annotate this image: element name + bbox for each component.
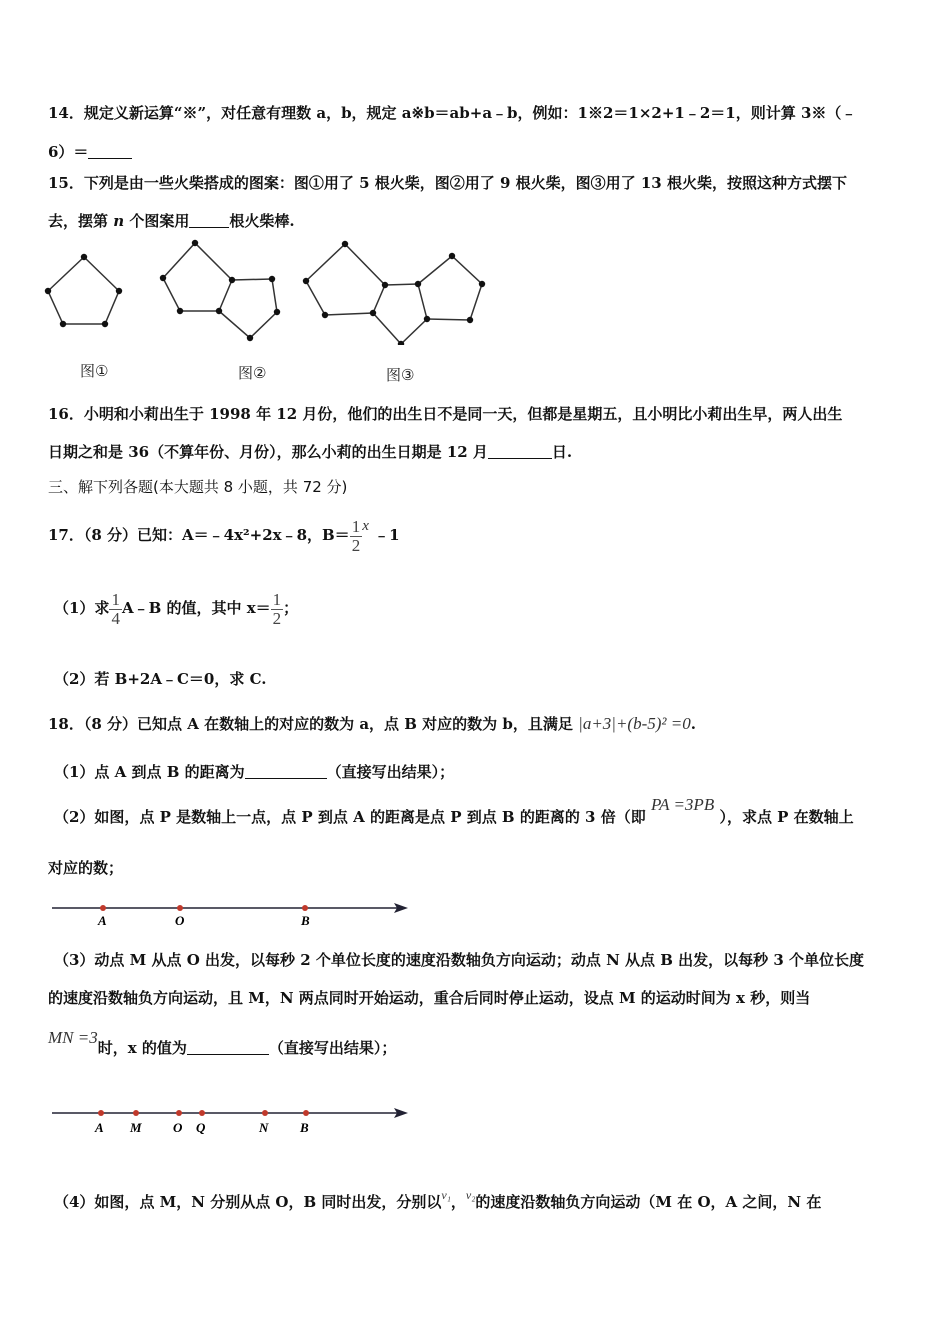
q15-line2-a: 去，摆第 [48,212,109,230]
axis1-label-o: O [175,913,185,928]
q17-part1-b: A﹣B 的值，其中 x＝ [121,599,271,617]
q15-var-n: n [113,212,125,230]
q17-part1-a: （1）求 [54,599,110,617]
q15-line1: 15．下列是由一些火柴搭成的图案：图①用了 5 根火柴，图②用了 9 根火柴，图③用了 13 根火柴，按照这种方式摆下 [48,174,847,192]
q17-b-fraction: $\frac{1}{2}$ [351,516,361,555]
q17-part1-c: ； [283,599,299,617]
q18-part3-line3b: （直接写出结果）； [268,1039,397,1057]
q18-part1-blank [245,764,327,779]
q18-part4-b: 的速度沿数轴负方向运动（M 在 O，A 之间，N 在 [475,1193,822,1211]
q14-line2-text: 6）＝ [48,143,89,161]
q18-part4-v2: v₂ [465,1188,476,1202]
q15-line2-b: 个图案用 [129,212,190,230]
axis2-label-a: A [95,1120,104,1135]
q18-part3-line1: （3）动点 M 从点 O 出发，以每秒 2 个单位长度的速度沿数轴负方向运动；动点 N 从点 B 出发，以每秒 3 个单位长度 [54,951,865,969]
axis1-label-b: B [301,913,310,928]
fig1-pentagon [48,257,119,324]
q17-part2: （2）若 B+2A﹣C＝0，求 C. [54,670,267,688]
q18-part1-b: （直接写出结果）； [326,763,455,781]
fig3-right-pentagon [418,256,482,320]
q18-part2-a: （2）如图，点 P 是数轴上一点，点 P 到点 A 的距离是点 P 到点 B 的距离的 3 倍（即 [54,808,646,826]
q17-part1-frac2: $\frac{1}{2}$ [272,589,282,628]
axis2-label-n: N [259,1120,269,1135]
q16-line1: 16．小明和小莉出生于 1998 年 12 月份，他们的出生日不是同一天，但都是星期五，且小明比小莉出生早，两人出生 [48,405,843,423]
q18-part3-line3 [48,1028,397,1058]
q15-line2-c: 根火柴棒. [229,212,295,230]
q17-part1 [54,590,298,628]
q18-part3-math: MN =3 [48,1028,98,1047]
q14-line1: 14．规定义新运算“※”，对任意有理数 a，b，规定 a※b＝ab+a﹣b，例如：1※2＝1×2+1﹣2＝1，则计算 3※（﹣ [48,104,857,122]
q18-part1-a: （1）点 A 到点 B 的距离为 [54,763,245,781]
q17-b-var: x [362,518,369,534]
section-3-heading: 三、解下列各题(本大题共 8 小题，共 72 分) [48,478,348,496]
matchstick-figures [0,235,500,345]
q16-line2-a: 日期之和是 36（不算年份、月份），那么小莉的出生日期是 12 月 [48,443,488,461]
q16-line2 [48,442,572,462]
q15-line2 [48,211,295,231]
fig1-caption: 图① [80,362,109,380]
q18-part3-blank [187,1040,269,1055]
q18-part4 [54,1188,822,1213]
fig2-left-pentagon [163,243,232,311]
q18-head [48,714,696,734]
q17-b-tail: ﹣1 [374,526,400,544]
number-line-1 [40,896,420,932]
q18-part2-b: ），求点 P 在数轴上 [719,808,854,826]
fig2-right-pentagon [219,279,277,338]
axis2-label-m: M [130,1120,142,1135]
q18-part4-a: （4）如图，点 M，N 分别从点 O，B 同时出发，分别以 [54,1193,442,1211]
q14-line2 [48,142,132,162]
q18-part3-line2: 的速度沿数轴负方向运动，且 M，N 两点同时开始运动，重合后同时停止运动，设点 M 的运动时间为 x 秒，则当 [48,989,811,1007]
axis1-label-a: A [98,913,107,928]
fig2-caption: 图② [238,364,267,382]
q18-head-text: 18．（8 分）已知点 A 在数轴上的对应的数为 a，点 B 对应的数为 b，且满足 [48,715,573,733]
q17-part1-frac1: $\frac{1}{4}$ [111,589,120,628]
q18-part2-cont: 对应的数； [48,859,124,877]
q18-part2 [54,795,854,827]
axis2-label-b: B [300,1120,309,1135]
q18-part2-math: PA =3PB [650,795,715,814]
axis2-label-q: Q [196,1120,206,1135]
q15-answer-blank [189,213,229,228]
q17-head [48,508,400,555]
q18-condition-tail: . [690,715,696,733]
number-line-2 [40,1101,420,1139]
fig3-caption: 图③ [386,366,415,384]
q18-part3-line3a: 时，x 的值为 [97,1039,187,1057]
q17-head-text: 17．（8 分）已知：A＝﹣4x²+2x﹣8，B＝ [48,526,350,544]
fig3-left-pentagon [306,244,385,315]
q16-answer-blank [488,444,552,459]
axis2-label-o: O [173,1120,183,1135]
q18-part1 [54,762,454,782]
q18-part4-sep: ， [450,1193,466,1211]
q18-part4-v1: v₁ [441,1188,451,1202]
q18-condition: |a+3|+(b-5)² =0 [578,714,691,733]
q14-answer-blank [88,144,132,159]
q16-line2-b: 日. [551,443,573,461]
